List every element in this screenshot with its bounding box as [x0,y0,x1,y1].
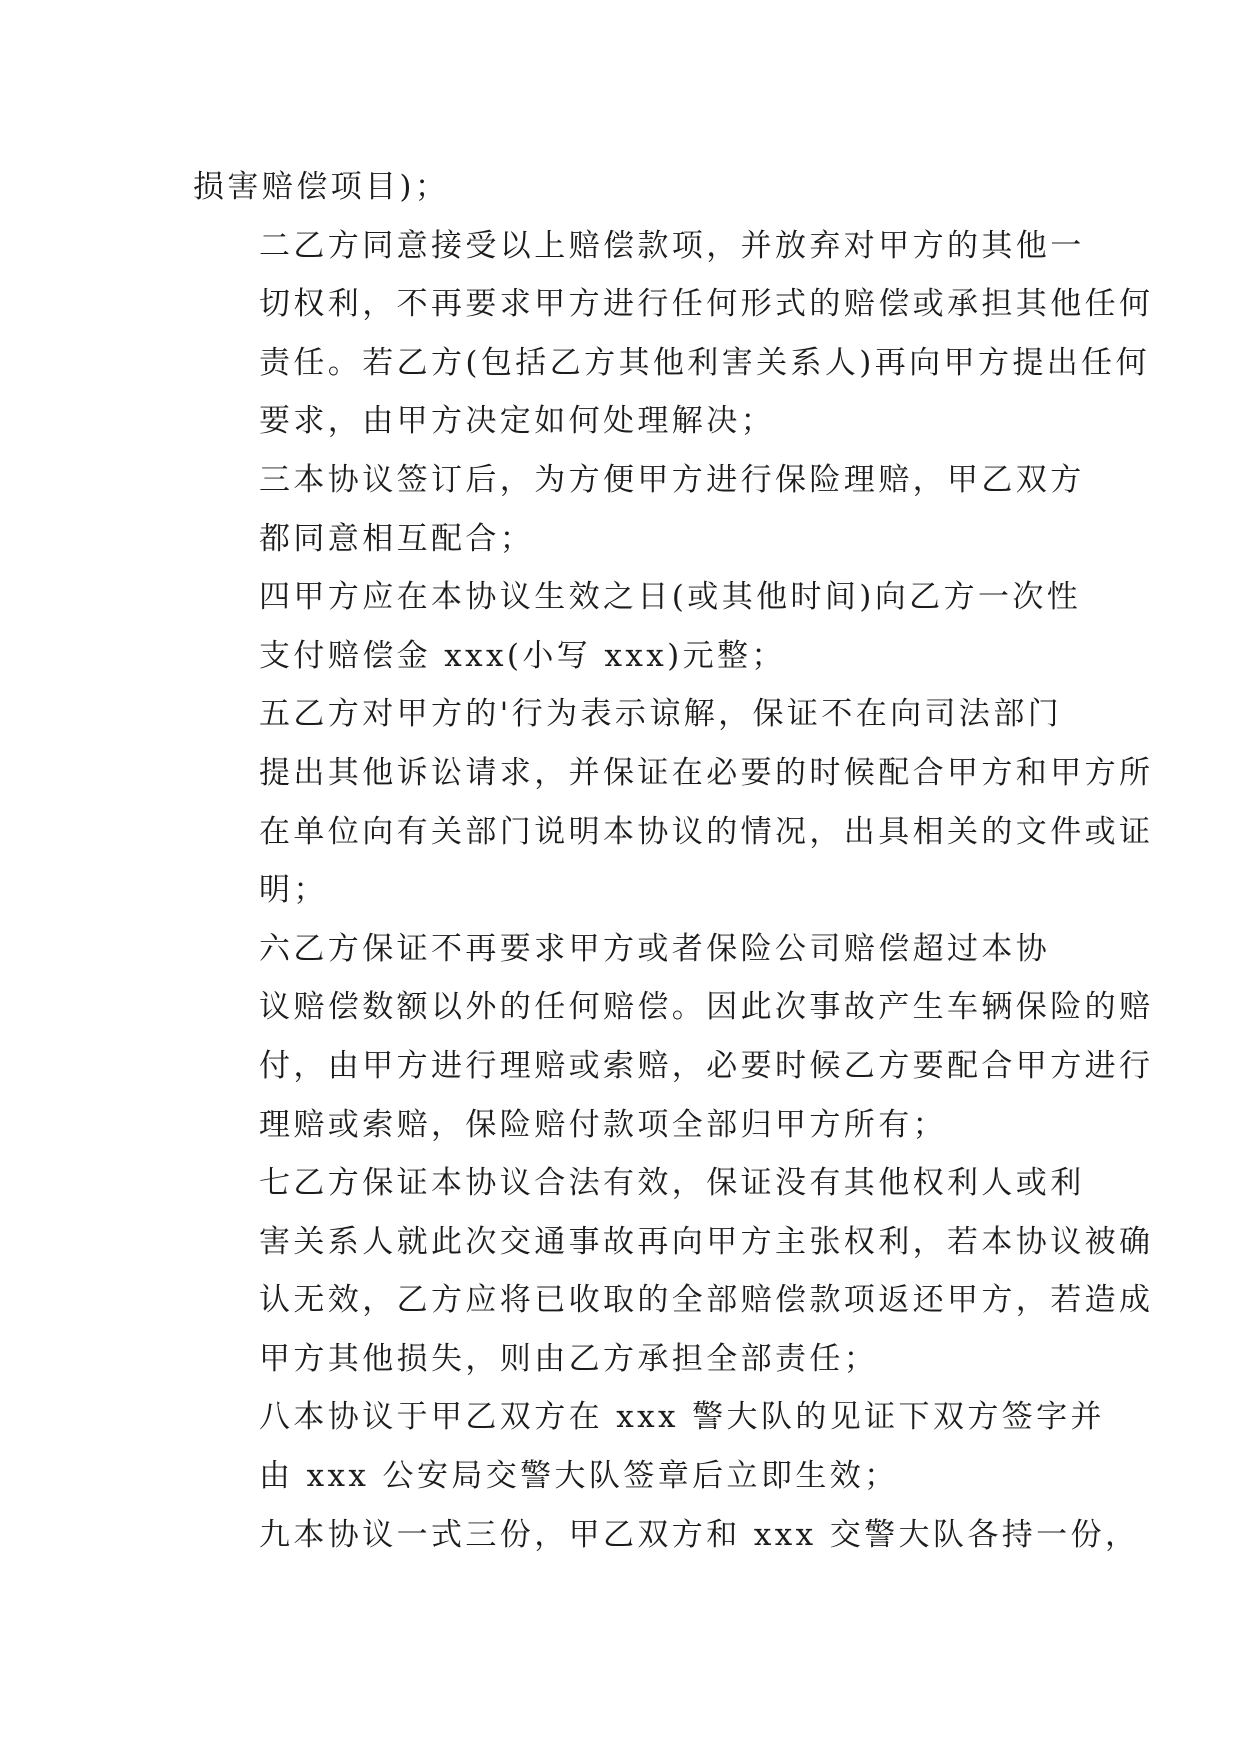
text-line: 都同意相互配合； [259,520,535,557]
text-line: 九本协议一式三份，甲乙双方和 xxx 交警大队各持一份， [259,1516,1140,1553]
paragraph-p8 [193,1506,1140,1565]
paragraph-p2 [193,451,1085,568]
text-line: 二乙方同意接受以上赔偿款项，并放弃对甲方的其他一 [259,227,1085,264]
text-line: 八本协议于甲乙双方在 xxx 警大队的见证下双方签字并 [259,1399,1105,1436]
text-line: 切权利，不再要求甲方进行任何形式的赔偿或承担其他任何 [259,286,1154,323]
text-line: 五乙方对甲方的'行为表示谅解，保证不在向司法部门 [259,696,1063,733]
text-line: 提出其他诉讼请求，并保证在必要的时候配合甲方和甲方所 [259,754,1154,791]
text-line: 由 xxx 公安局交警大队签章后立即生效； [259,1458,899,1495]
text-line: 三本协议签订后，为方便甲方进行保险理赔，甲乙双方 [259,461,1085,498]
text-line: 要求，由甲方决定如何处理解决； [259,403,775,440]
paragraph-p3 [193,568,1082,685]
text-line: 支付赔偿金 xxx(小写 xxx)元整； [259,637,786,674]
text-line: 明； [259,872,328,909]
paragraph-p6 [193,1154,1154,1388]
text-line: 理赔或索赔，保险赔付款项全部归甲方所有； [259,1106,947,1143]
text-line: 付，由甲方进行理赔或索赔，必要时候乙方要配合甲方进行 [259,1047,1154,1084]
text-line: 七乙方保证本协议合法有效，保证没有其他权利人或利 [259,1165,1085,1202]
text-line: 认无效，乙方应将已收取的全部赔偿款项返还甲方，若造成 [259,1282,1154,1319]
text-line: 损害赔偿项目)； [193,169,450,205]
paragraph-p0 [193,158,1050,217]
document-body [193,158,1154,1564]
text-line: 甲方其他损失，则由乙方承担全部责任； [259,1340,879,1377]
text-line: 害关系人就此次交通事故再向甲方主张权利，若本协议被确 [259,1223,1154,1260]
paragraph-p1 [193,217,1154,451]
text-line: 六乙方保证不再要求甲方或者保险公司赔偿超过本协 [259,930,1051,967]
paragraph-p5 [193,920,1154,1154]
text-line: 四甲方应在本协议生效之日(或其他时间)向乙方一次性 [259,579,1082,616]
paragraph-p4 [193,685,1154,919]
text-line: 在单位向有关部门说明本协议的情况，出具相关的文件或证 [259,813,1154,850]
text-line: 议赔偿数额以外的任何赔偿。因此次事故产生车辆保险的赔 [259,989,1154,1026]
text-line: 责任。若乙方(包括乙方其他利害关系人)再向甲方提出任何 [259,344,1150,381]
paragraph-p7 [193,1388,1105,1505]
